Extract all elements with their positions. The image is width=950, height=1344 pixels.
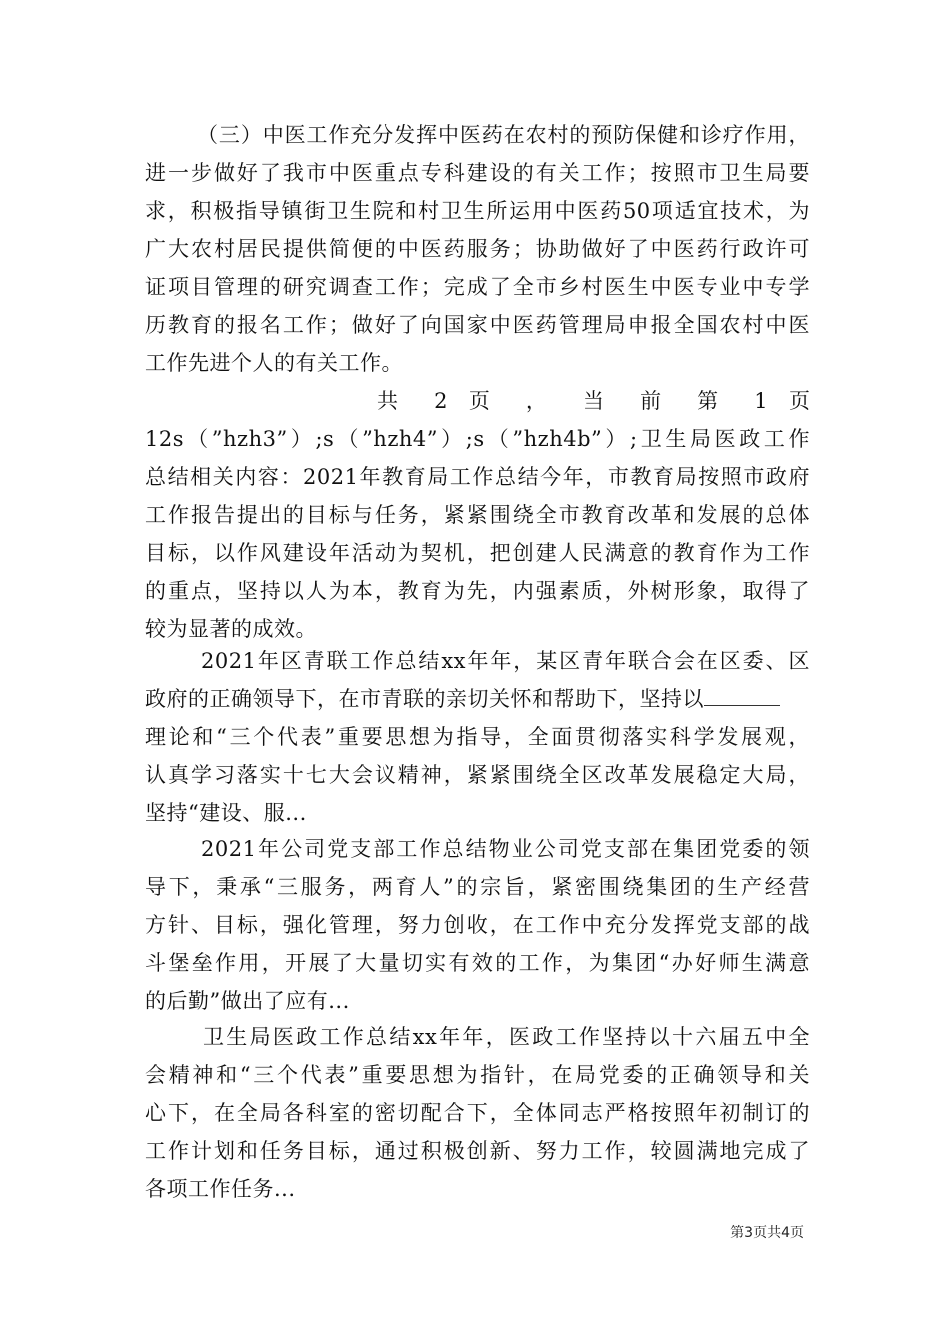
text-line: 历教育的报名工作；做好了向国家中医药管理局申报全国农村中医 xyxy=(145,313,810,337)
text-line: 的重点，坚持以人为本，教育为先，内强素质，外树形象，取得了 xyxy=(145,579,810,603)
text-line: 求，积极指导镇街卫生院和村卫生所运用中医药50项适宜技术，为 xyxy=(145,199,810,223)
paragraph-education-summary xyxy=(145,420,810,648)
paragraph-party-branch xyxy=(145,830,810,1020)
paragraph-medical-admin xyxy=(145,1018,810,1208)
text-line: 2021年公司党支部工作总结物业公司党支部在集团党委的领 xyxy=(201,837,810,861)
text-line: 各项工作任务... xyxy=(145,1177,296,1201)
text-line: 2021年区青联工作总结xx年年，某区青年联合会在区委、区 xyxy=(201,649,810,673)
page-counter-part: 2 xyxy=(434,389,448,413)
text-line: 认真学习落实十七大会议精神，紧紧围绕全区改革发展稳定大局， xyxy=(145,763,810,787)
page-counter-line xyxy=(145,382,810,420)
text-line: 12s（”hzh3”）;s（”hzh4”）;s（”hzh4b”）;卫生局医政工作 xyxy=(145,427,810,451)
text-line: 理论和“三个代表”重要思想为指导，全面贯彻落实科学发展观， xyxy=(145,725,810,749)
page-counter-part: 前 xyxy=(640,389,676,413)
text-line: 斗堡垒作用，开展了大量切实有效的工作，为集团“办好师生满意 xyxy=(145,951,810,975)
text-line: 的后勤”做出了应有... xyxy=(145,989,350,1013)
paragraph-tcm-work xyxy=(145,116,810,382)
text-line: 目标，以作风建设年活动为契机，把创建人民满意的教育作为工作 xyxy=(145,541,810,565)
page-counter-part: 页 xyxy=(468,389,505,413)
text-line: 坚持“建设、服... xyxy=(145,801,307,825)
page-counter-part: ， xyxy=(525,389,562,413)
page-counter xyxy=(145,382,810,420)
page-counter-part: 第 xyxy=(697,389,733,413)
text-line: 工作报告提出的目标与任务，紧紧围绕全市教育改革和发展的总体 xyxy=(145,503,810,527)
paragraph-youth-federation xyxy=(145,642,810,832)
text-line xyxy=(145,680,810,718)
page-counter-part: 共 xyxy=(377,389,413,413)
page-number-text: 第3页共4页 xyxy=(730,1225,804,1241)
text-line: 总结相关内容：2021年教育局工作总结今年，市教育局按照市政府 xyxy=(145,465,810,489)
page-counter-part: 当 xyxy=(582,389,619,413)
text-line: 证项目管理的研究调查工作；完成了全市乡村医生中医专业中专学 xyxy=(145,275,810,299)
text-line: 方针、目标，强化管理，努力创收，在工作中充分发挥党支部的战 xyxy=(145,913,810,937)
text-line: 导下，秉承“三服务，两育人”的宗旨，紧密围绕集团的生产经营 xyxy=(145,875,810,899)
page-counter-part: 1 xyxy=(754,389,768,413)
text-line: 广大农村居民提供简便的中医药服务；协助做好了中医药行政许可 xyxy=(145,237,810,261)
text-line: 心下，在全局各科室的密切配合下，全体同志严格按照年初制订的 xyxy=(145,1101,810,1125)
text-line: 会精神和“三个代表”重要思想为指针，在局党委的正确领导和关 xyxy=(145,1063,810,1087)
text-line: 工作先进个人的有关工作。 xyxy=(145,351,403,375)
page-footer xyxy=(730,1222,804,1242)
text-line: 卫生局医政工作总结xx年年，医政工作坚持以十六届五中全 xyxy=(203,1025,810,1049)
text-line: 工作计划和任务目标，通过积极创新、努力工作，较圆满地完成了 xyxy=(145,1139,810,1163)
text-line-content: 政府的正确领导下，在市青联的亲切关怀和帮助下，坚持以 xyxy=(145,687,704,711)
page-counter-part: 页 xyxy=(788,389,810,413)
text-line: 较为显著的成效。 xyxy=(145,617,317,641)
text-line: （三）中医工作充分发挥中医药在农村的预防保健和诊疗作用， xyxy=(197,123,810,147)
text-line: 进一步做好了我市中医重点专科建设的有关工作；按照市卫生局要 xyxy=(145,161,810,185)
blank-underline xyxy=(704,687,780,706)
